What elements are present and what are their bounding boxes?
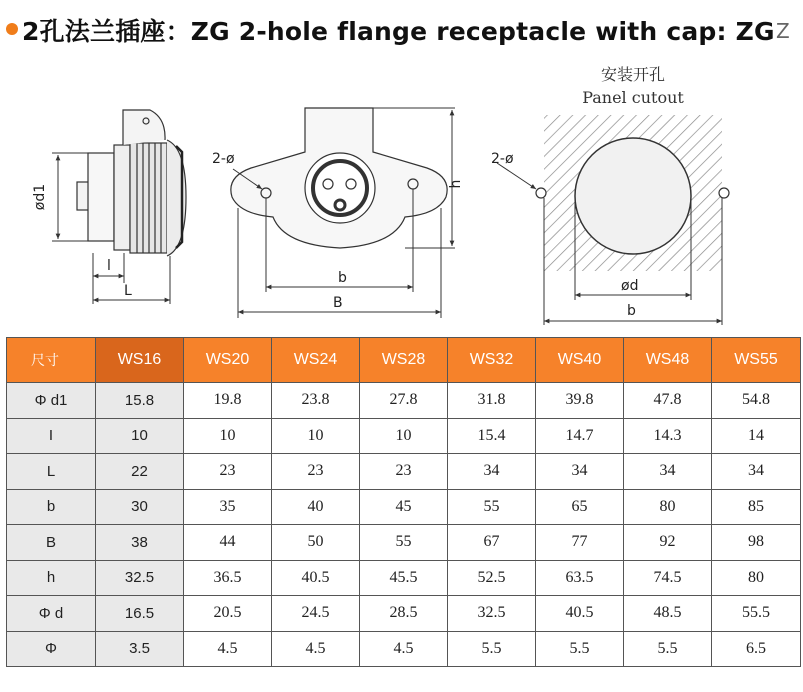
table-cell: 23.8 <box>272 383 360 419</box>
table-cell: 31.8 <box>448 383 536 419</box>
row-label: Φ <box>7 631 96 667</box>
b-label-front: b <box>338 270 347 286</box>
table-cell: 45.5 <box>360 560 448 596</box>
table-cell: 23 <box>184 454 272 490</box>
table-cell: 55 <box>360 525 448 561</box>
row-label: L <box>7 454 96 490</box>
table-cell: 15.4 <box>448 418 536 454</box>
header-cell: WS24 <box>272 338 360 383</box>
b-label-cutout: b <box>627 303 636 319</box>
table-cell: 67 <box>448 525 536 561</box>
table-row <box>7 383 801 419</box>
cutout-view <box>497 115 729 325</box>
table-cell: 22 <box>96 454 184 490</box>
header-cell: WS20 <box>184 338 272 383</box>
header-cell: WS16 <box>96 338 184 383</box>
row-label: I <box>7 418 96 454</box>
table-cell: 4.5 <box>184 631 272 667</box>
table-cell: 5.5 <box>536 631 624 667</box>
table-row <box>7 489 801 525</box>
table-row <box>7 525 801 561</box>
L-label: L <box>124 283 132 299</box>
table-row <box>7 631 801 667</box>
title-row <box>0 0 803 58</box>
table-cell: 44 <box>184 525 272 561</box>
table-cell: 15.8 <box>96 383 184 419</box>
header-cell: WS48 <box>624 338 712 383</box>
table-cell: 40 <box>272 489 360 525</box>
table-cell: 10 <box>184 418 272 454</box>
table-cell: 28.5 <box>360 596 448 632</box>
orange-bullet-icon <box>6 23 18 35</box>
table-cell: 47.8 <box>624 383 712 419</box>
table-cell: 3.5 <box>96 631 184 667</box>
table-cell: 30 <box>96 489 184 525</box>
table-cell: 80 <box>624 489 712 525</box>
table-cell: 40.5 <box>272 560 360 596</box>
table-cell: 10 <box>360 418 448 454</box>
table-cell: 40.5 <box>536 596 624 632</box>
table-cell: 10 <box>96 418 184 454</box>
table-cell: 50 <box>272 525 360 561</box>
table-cell: 6.5 <box>712 631 801 667</box>
header-size: 尺寸 <box>7 338 96 383</box>
table-cell: 80 <box>712 560 801 596</box>
table-cell: 92 <box>624 525 712 561</box>
table-cell: 34 <box>624 454 712 490</box>
table-cell: 23 <box>360 454 448 490</box>
table-cell: 38 <box>96 525 184 561</box>
B-label: B <box>333 295 343 311</box>
table-cell: 45 <box>360 489 448 525</box>
table-cell: 19.8 <box>184 383 272 419</box>
d1-label: ød1 <box>32 183 48 211</box>
table-cell: 63.5 <box>536 560 624 596</box>
table-cell: 14.7 <box>536 418 624 454</box>
table-cell: 27.8 <box>360 383 448 419</box>
table-cell: 48.5 <box>624 596 712 632</box>
table-cell: 77 <box>536 525 624 561</box>
h-label: h <box>448 179 464 189</box>
table-cell: 23 <box>272 454 360 490</box>
table-cell: 32.5 <box>448 596 536 632</box>
d-label: ød <box>621 278 639 294</box>
row-label: Φ d <box>7 596 96 632</box>
table-cell: 55 <box>448 489 536 525</box>
table-cell: 52.5 <box>448 560 536 596</box>
table-cell: 20.5 <box>184 596 272 632</box>
page-title: 2孔法兰插座：ZG 2-hole flange receptacle with cap: ZG <box>22 17 775 46</box>
table-cell: 54.8 <box>712 383 801 419</box>
table-cell: 55.5 <box>712 596 801 632</box>
table-cell: 5.5 <box>448 631 536 667</box>
row-label: B <box>7 525 96 561</box>
edge-fragment: Z <box>776 19 790 43</box>
header-cell: WS55 <box>712 338 801 383</box>
table-cell: 85 <box>712 489 801 525</box>
panel-cutout-cn: 安装开孔 <box>600 65 666 84</box>
table-row <box>7 596 801 632</box>
table-cell: 4.5 <box>272 631 360 667</box>
table-cell: 14.3 <box>624 418 712 454</box>
dimension-table <box>6 337 801 667</box>
table-row <box>7 418 801 454</box>
table-cell: 74.5 <box>624 560 712 596</box>
table-cell: 10 <box>272 418 360 454</box>
side-view <box>52 110 186 304</box>
hole-label-front: 2-ø <box>212 151 235 167</box>
row-label: h <box>7 560 96 596</box>
table-cell: 34 <box>536 454 624 490</box>
table-cell: 5.5 <box>624 631 712 667</box>
table-cell: 98 <box>712 525 801 561</box>
table-cell: 16.5 <box>96 596 184 632</box>
table-cell: 39.8 <box>536 383 624 419</box>
row-label: b <box>7 489 96 525</box>
l-label: l <box>107 258 111 274</box>
table-row <box>7 560 801 596</box>
table-cell: 35 <box>184 489 272 525</box>
hole-label-cutout: 2-ø <box>491 151 514 167</box>
panel-cutout-en: Panel cutout <box>582 88 684 107</box>
table-cell: 4.5 <box>360 631 448 667</box>
table-cell: 32.5 <box>96 560 184 596</box>
table-cell: 34 <box>448 454 536 490</box>
table-cell: 34 <box>712 454 801 490</box>
table-cell: 14 <box>712 418 801 454</box>
table-cell: 65 <box>536 489 624 525</box>
table-cell: 36.5 <box>184 560 272 596</box>
table-header-row <box>7 338 801 383</box>
header-cell: WS28 <box>360 338 448 383</box>
header-cell: WS32 <box>448 338 536 383</box>
row-label: Φ d1 <box>7 383 96 419</box>
table-row <box>7 454 801 490</box>
front-view <box>231 108 455 318</box>
header-cell: WS40 <box>536 338 624 383</box>
table-cell: 24.5 <box>272 596 360 632</box>
